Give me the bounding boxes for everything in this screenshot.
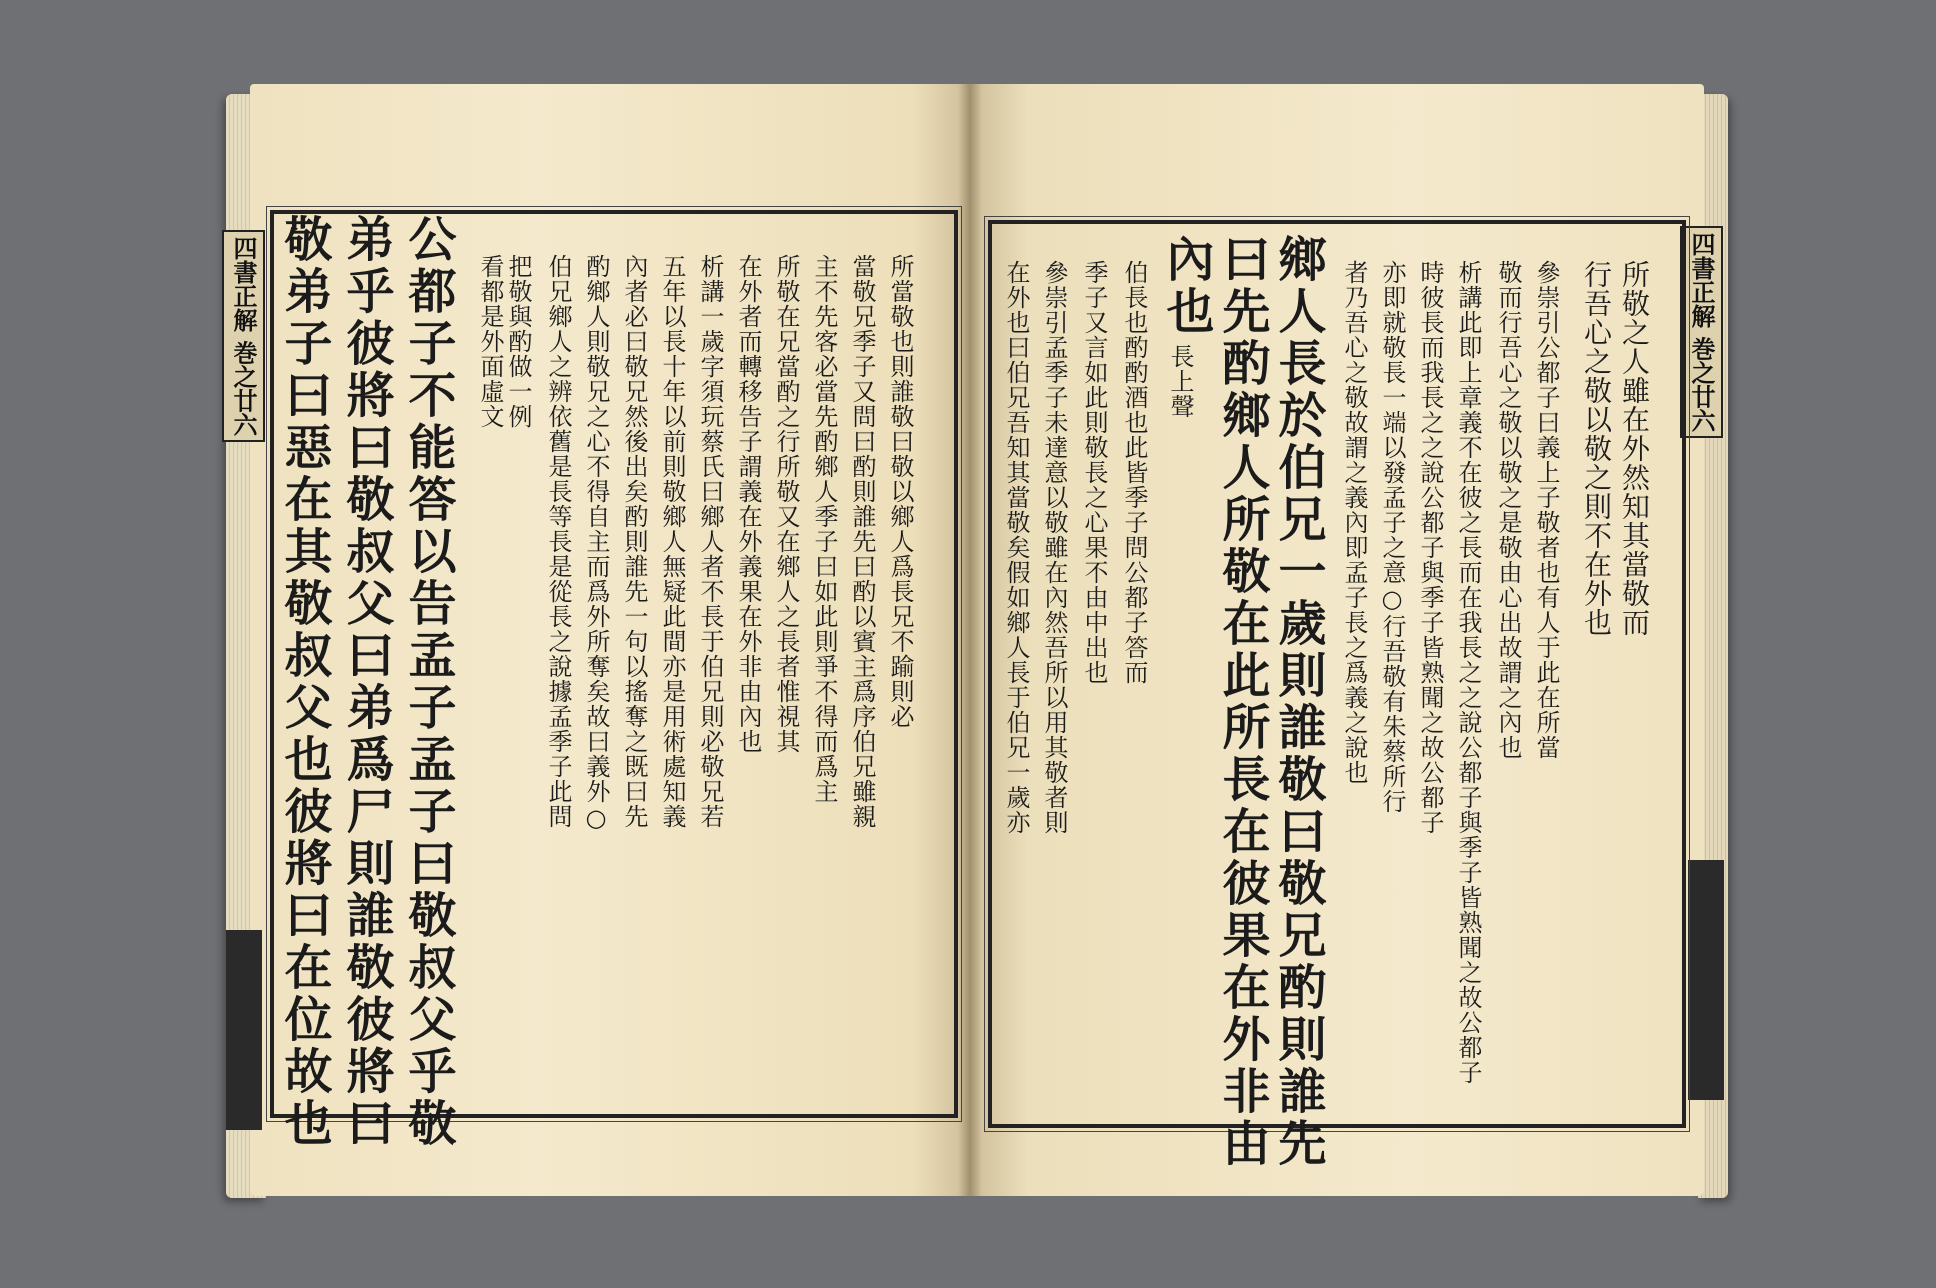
commentary-column: 析講一歲字須玩蔡氏曰鄉人者不長于伯兄則必敬兄若	[696, 254, 724, 829]
commentary-column: 所敬之人雖在外然知其當敬而	[1618, 260, 1651, 637]
commentary-column: 行吾心之敬以敬之則不在外也	[1580, 260, 1613, 637]
commentary-column: 參崇引公都子曰義上子敬者也有人于此在所當	[1532, 260, 1560, 760]
large-column: 敬弟子曰惡在其敬叔父也彼將曰在位故也	[276, 214, 332, 1150]
left-text-frame	[270, 210, 958, 1150]
left-spine-band	[226, 930, 262, 1130]
commentary-column: 主不先客必當先酌鄉人季子曰如此則爭不得而爲主	[810, 254, 838, 804]
commentary-column: 伯兄鄉人之辨依舊是長等長是從長之說據孟季子此問	[544, 254, 572, 829]
commentary-column: 五年以長十年以前則敬鄉人無疑此間亦是用術處知義	[658, 254, 686, 829]
commentary-column: 時彼長而我長之之說公都子與季子皆熟聞之故公都子	[1416, 260, 1444, 835]
right-spine-label: 四書正解 巻之廿六	[1680, 226, 1723, 438]
commentary-column: 伯長也酌酌酒也此皆季子問公都子答而	[1120, 260, 1148, 685]
commentary-column: 所當敬也則誰敬曰敬以鄉人爲長兄不踰則必	[886, 254, 914, 729]
commentary-column: 內者必曰敬兄然後出矣酌則誰先一句以搖奪之既曰先	[620, 254, 648, 829]
commentary-column: 者乃吾心之敬故謂之義內即孟子長之爲義之說也	[1340, 260, 1368, 785]
large-column: 曰先酌鄉人所敬在此所長在彼果在外非由	[1214, 234, 1270, 1170]
large-column: 鄉人長於伯兄一歲則誰敬曰敬兄酌則誰先	[1270, 234, 1326, 1170]
commentary-column: 析講此即上章義不在彼之長而在我長之之說公都子與季子皆熟聞之故公都子	[1454, 260, 1482, 1085]
commentary-column: 敬而行吾心之敬以敬之是敬由心出故謂之內也	[1494, 260, 1522, 760]
commentary-column: 當敬兄季子又問曰酌則誰先曰酌以賓主爲序伯兄雖親	[848, 254, 876, 829]
large-column: 公都子不能答以告孟子孟子曰敬叔父乎敬	[400, 214, 456, 1150]
commentary-column: 在外者而轉移告子謂義在外義果在外非由內也	[734, 254, 762, 754]
commentary-column: 酌鄉人則敬兄之心不得自主而爲外所奪矣故曰義外○	[582, 254, 610, 833]
large-column: 弟乎彼將曰敬叔父曰弟爲尸則誰敬彼將曰	[338, 214, 394, 1150]
commentary-column: 把敬與酌做一例	[504, 254, 532, 429]
left-spine-label: 四書正解 巻之廿六	[222, 230, 265, 442]
right-spine-band	[1688, 860, 1724, 1100]
annotation: 長上聲	[1166, 344, 1194, 419]
commentary-column: 參崇引孟季子未達意以敬雖在內然吾所以用其敬者則	[1040, 260, 1068, 835]
commentary-column: 所敬在兄當酌之行所敬又在鄉人之長者惟視其	[772, 254, 800, 754]
large-column: 內也	[1158, 234, 1214, 338]
right-text-frame	[988, 220, 1686, 1170]
commentary-column: 看都是外面虛文	[476, 254, 504, 429]
book-gutter	[958, 84, 982, 1196]
commentary-column: 在外也曰伯兄吾知其當敬矣假如鄉人長于伯兄一歲亦	[1002, 260, 1030, 835]
commentary-column: 季子又言如此則敬長之心果不由中出也	[1080, 260, 1108, 685]
commentary-column: 亦即就敬長一端以發孟子之意○行吾敬有朱蔡所行	[1378, 260, 1406, 814]
